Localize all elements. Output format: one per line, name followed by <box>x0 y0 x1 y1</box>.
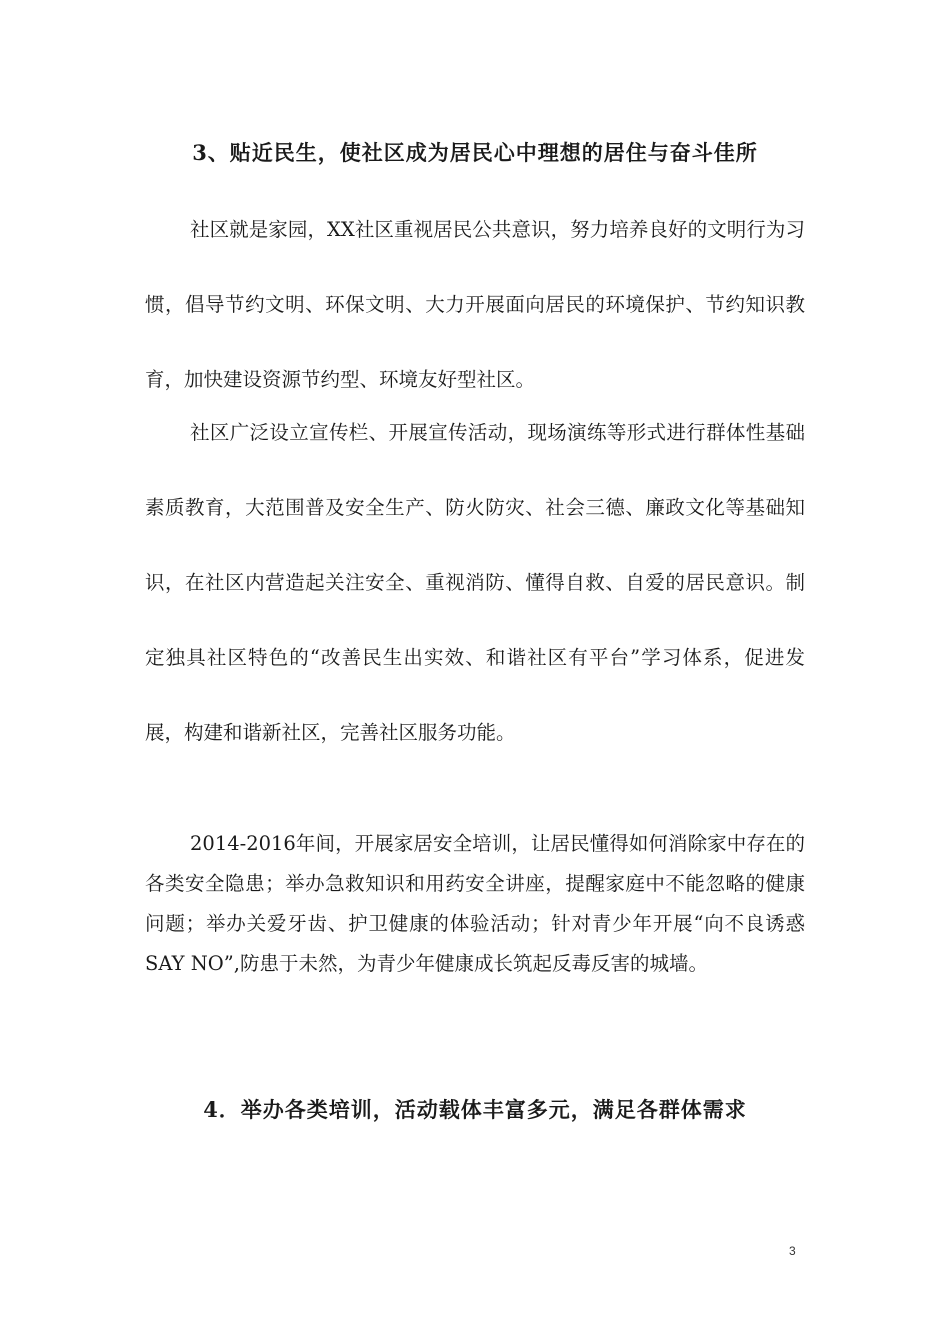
section-heading-3: 3、贴近民生，使社区成为居民心中理想的居住与奋斗佳所 <box>192 140 758 165</box>
paragraph-training: 2014-2016年间，开展家居安全培训，让居民懂得如何消除家中存在的各类安全隐患；举办急救知识和用药安全讲座，提醒家庭中不能忽略的健康问题；举办关爱牙齿、护卫健康的体验活动；针对青少年开展“向不良诱惑SAY NO”,防患于未然，为青少年健康成长筑起反毒反害的城墙。 <box>145 832 805 975</box>
paragraph-education: 社区广泛设立宣传栏、开展宣传活动，现场演练等形式进行群体性基础素质教育，大范围普及安全生产、防火防灾、社会三德、廉政文化等基础知识，在社区内营造起关注安全、重视消防、懂得自救、自爱的居民意识。制定独具社区特色的“改善民生出实效、和谐社区有平台”学习体系，促进发展，构建和谐新社区，完善社区服务功能。 <box>145 421 805 744</box>
section-heading-4: 4．举办各类培训，活动载体丰富多元，满足各群体需求 <box>203 1097 747 1122</box>
paragraph-environment: 社区就是家园，XX社区重视居民公共意识，努力培养良好的文明行为习惯，倡导节约文明、环保文明、大力开展面向居民的环境保护、节约知识教育，加快建设资源节约型、环境友好型社区。 <box>145 218 805 391</box>
page-number: 3 <box>789 1244 796 1258</box>
